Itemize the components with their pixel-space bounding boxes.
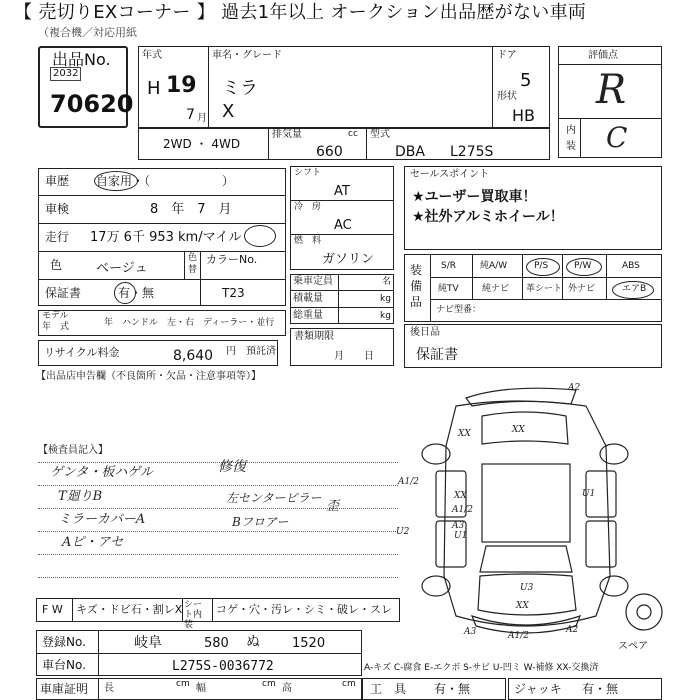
- equipment-label: 装備品: [410, 263, 423, 309]
- model-value: L275S: [450, 144, 494, 160]
- color-change-label-1: 色: [188, 253, 198, 263]
- interior-label-2: 装: [566, 141, 576, 152]
- history-label-color: 色: [50, 258, 63, 272]
- spare-label: スペア: [618, 641, 648, 652]
- mark-a3-door: A3: [452, 521, 465, 531]
- recycle-unit: 円 預託済: [226, 346, 276, 357]
- reg-num: 1520: [292, 636, 326, 651]
- mark-a2-top: A2: [568, 383, 581, 393]
- interior-score: C: [606, 121, 628, 154]
- model-prefix: DBA: [395, 144, 425, 160]
- history-value-inspection: 8 年 7 月: [150, 202, 232, 217]
- equip-navi: 純ナビ: [482, 284, 510, 294]
- seat-items: コゲ・穴・汚レ・シミ・破レ・スレ: [216, 603, 392, 616]
- gross-label: 総重量: [293, 310, 323, 321]
- gross-unit: kg: [380, 311, 391, 321]
- inspector-note-7: Bフロアー: [232, 515, 289, 529]
- drive-value: 2WD ・ 4WD: [163, 137, 241, 151]
- mark-a12-front: A1/2: [508, 631, 529, 641]
- name-label: 車名・グレード: [212, 50, 282, 61]
- equip-leather: 革シート: [526, 284, 563, 294]
- airbag-circle: [612, 281, 654, 299]
- cert-length-label: 長: [104, 683, 114, 694]
- sales-label: セールスポイント: [410, 169, 490, 180]
- mark-a12-side: A1/2: [452, 505, 473, 515]
- cert-length-unit: cm: [176, 679, 190, 689]
- interior-label-1: 内: [566, 125, 576, 136]
- inspector-note-4: Aピ・アセ: [62, 535, 124, 550]
- cc-unit: cc: [348, 129, 358, 139]
- cert-height-unit: cm: [342, 679, 356, 689]
- history-label-mileage: 走行: [45, 230, 70, 244]
- warranty-yes-circle: [114, 282, 136, 304]
- door-label: ドア: [497, 50, 517, 61]
- wheel-front-left: [422, 576, 450, 596]
- page-title: 【 売切りEXコーナー 】 過去1年以上 オークション出品歴がない車両: [14, 2, 587, 23]
- ps-circle: [526, 258, 560, 276]
- ac-value: AC: [334, 218, 352, 233]
- inspector-note-3: ミラーカバーA: [58, 512, 146, 527]
- equip-pw: P/W: [574, 261, 592, 271]
- year-label: 年式: [142, 50, 162, 61]
- shift-value: AT: [334, 184, 350, 199]
- chassis-value: L275S-0036772: [172, 659, 274, 674]
- equip-ps: P/S: [534, 261, 549, 271]
- fw-label: F W: [42, 603, 63, 616]
- equip-tv: 純TV: [438, 284, 459, 294]
- shape-label: 形状: [497, 91, 517, 102]
- history-label-inspection: 車検: [45, 202, 70, 216]
- year-month: 7: [186, 107, 195, 123]
- model-year-label-2: 年 式: [42, 322, 70, 332]
- year-value: 19: [166, 73, 197, 98]
- sales-point-1: ★ユーザー買取車！: [412, 189, 537, 205]
- vehicle-name: ミラ: [222, 78, 258, 99]
- spare-tire: [626, 594, 662, 630]
- model-year-row-text: 年 ハンドル 左・右 ディーラー・並行: [104, 318, 275, 328]
- fuel-label: 燃 料: [294, 236, 322, 246]
- wheel-front-right: [600, 576, 628, 596]
- car-roof: [482, 464, 570, 542]
- cert-width-unit: cm: [262, 679, 276, 689]
- reg-area: 岐阜: [134, 635, 162, 651]
- ac-label: 冷 房: [294, 202, 322, 212]
- aftercare-value: 保証書: [416, 347, 458, 363]
- inspector-label: 【検査員記入】: [38, 445, 108, 456]
- private-use-circle: [94, 171, 138, 191]
- pw-circle: [566, 258, 602, 276]
- mark-a2-front: A2: [566, 625, 579, 635]
- capacity-label: 乗車定員: [293, 276, 333, 287]
- tools-value: 有・無: [434, 682, 471, 696]
- color-no-label: カラーNo.: [206, 253, 258, 266]
- mark-xx-roof: XX: [454, 491, 467, 501]
- month-unit: 月: [197, 113, 207, 124]
- inspector-note-1: ゲンタ・板ハゲル: [50, 465, 153, 480]
- history-value-mileage: 17万 6千 953 km/マイル: [90, 230, 242, 245]
- fuel-value: ガソリン: [322, 252, 375, 267]
- shift-label: シフト: [294, 168, 322, 178]
- displacement-value: 660: [316, 144, 343, 160]
- model-year-label-1: モデル: [42, 311, 69, 321]
- equip-airbag: エアB: [622, 284, 647, 294]
- door-value: 5: [520, 70, 532, 91]
- form-subtitle: （複合機／対応用紙: [38, 26, 137, 39]
- score-value: R: [596, 67, 627, 113]
- tools-label: 工 具: [370, 682, 407, 696]
- mark-xx-hood: XX: [516, 601, 529, 611]
- cert-width-label: 幅: [196, 683, 206, 694]
- chassis-label: 車台No.: [42, 658, 86, 672]
- aftercare-label: 後日品: [410, 327, 440, 338]
- history-value-warranty: 有・無: [118, 286, 155, 300]
- mark-u3-hood: U3: [520, 583, 534, 593]
- inspector-note-8: 歪: [326, 499, 340, 514]
- equip-abs: ABS: [622, 261, 640, 271]
- mark-u1-right: U1: [582, 489, 596, 499]
- sales-point-2: ★社外アルミホイール！: [412, 209, 564, 225]
- damage-legend: A-キズ C-腐食 E-エクボ S-サビ U-凹ミ W-補修 XX-交換済: [364, 663, 599, 673]
- history-value-record: 自家用・（ ）: [96, 174, 235, 188]
- lot-number: 70620: [50, 90, 134, 118]
- load-unit: kg: [380, 294, 391, 304]
- vehicle-grade: X: [222, 101, 235, 122]
- mark-xx-rear: XX: [458, 429, 471, 439]
- declaration-label: 【出品店申告欄（不良箇所・欠品・注意事項等）】: [36, 371, 261, 382]
- navi-model-label: ナビ型番：: [436, 305, 482, 315]
- car-rear-window: [482, 412, 568, 444]
- score-label: 評価点: [588, 50, 618, 61]
- reg-label: 登録No.: [42, 635, 86, 649]
- lot-label: 出品No.: [52, 50, 111, 69]
- history-value-color: ベージュ: [96, 261, 148, 276]
- model-label: 型式: [370, 129, 390, 140]
- jack-value: 有・無: [582, 682, 619, 696]
- jack-label: ジャッキ: [514, 682, 562, 696]
- reg-class: 580: [204, 636, 229, 651]
- recycle-label: リサイクル料金: [44, 346, 120, 359]
- docs-unit: 月 日: [334, 351, 374, 362]
- lot-small-number: 2032: [50, 67, 81, 81]
- reg-kana: ぬ: [246, 634, 260, 650]
- seat-label: シート内装: [184, 600, 203, 630]
- docs-label: 書類期限: [294, 331, 334, 342]
- equip-ext-navi: 外ナビ: [568, 284, 596, 294]
- color-no-value: T23: [222, 286, 245, 300]
- inspector-note-5: 修復: [218, 459, 246, 475]
- recycle-value: 8,640: [173, 348, 214, 364]
- fw-items: キズ・ドビ石・割レX: [76, 603, 183, 616]
- displacement-label: 排気量: [272, 129, 302, 140]
- km-circle: [244, 225, 276, 247]
- mark-u2-left: U2: [396, 527, 410, 537]
- history-label-record: 車歴: [45, 174, 70, 188]
- mark-a3-front: A3: [464, 627, 477, 637]
- mark-a12-left: A1/2: [398, 477, 419, 487]
- history-label-warranty: 保証書: [45, 286, 82, 300]
- equip-sr: S/R: [441, 261, 456, 271]
- car-diagram: [396, 376, 696, 648]
- car-right-front-door: [586, 521, 616, 567]
- car-windshield: [480, 546, 572, 572]
- garage-cert-label: 車庫証明: [40, 682, 89, 696]
- year-era: H: [147, 78, 161, 99]
- inspector-note-2: T廻りB: [58, 489, 103, 504]
- mark-u1-door: U1: [454, 531, 468, 541]
- inspector-note-6: 左センターピラー: [226, 491, 322, 505]
- load-label: 積載量: [293, 293, 323, 304]
- wheel-rear-right: [600, 444, 628, 464]
- cert-height-label: 高: [282, 683, 292, 694]
- capacity-unit: 名: [382, 277, 392, 287]
- equip-alloy: 純A/W: [480, 261, 508, 271]
- shape-value: HB: [512, 106, 536, 125]
- color-change-label-2: 替: [188, 265, 198, 275]
- mark-xx-rear-window: XX: [512, 425, 525, 435]
